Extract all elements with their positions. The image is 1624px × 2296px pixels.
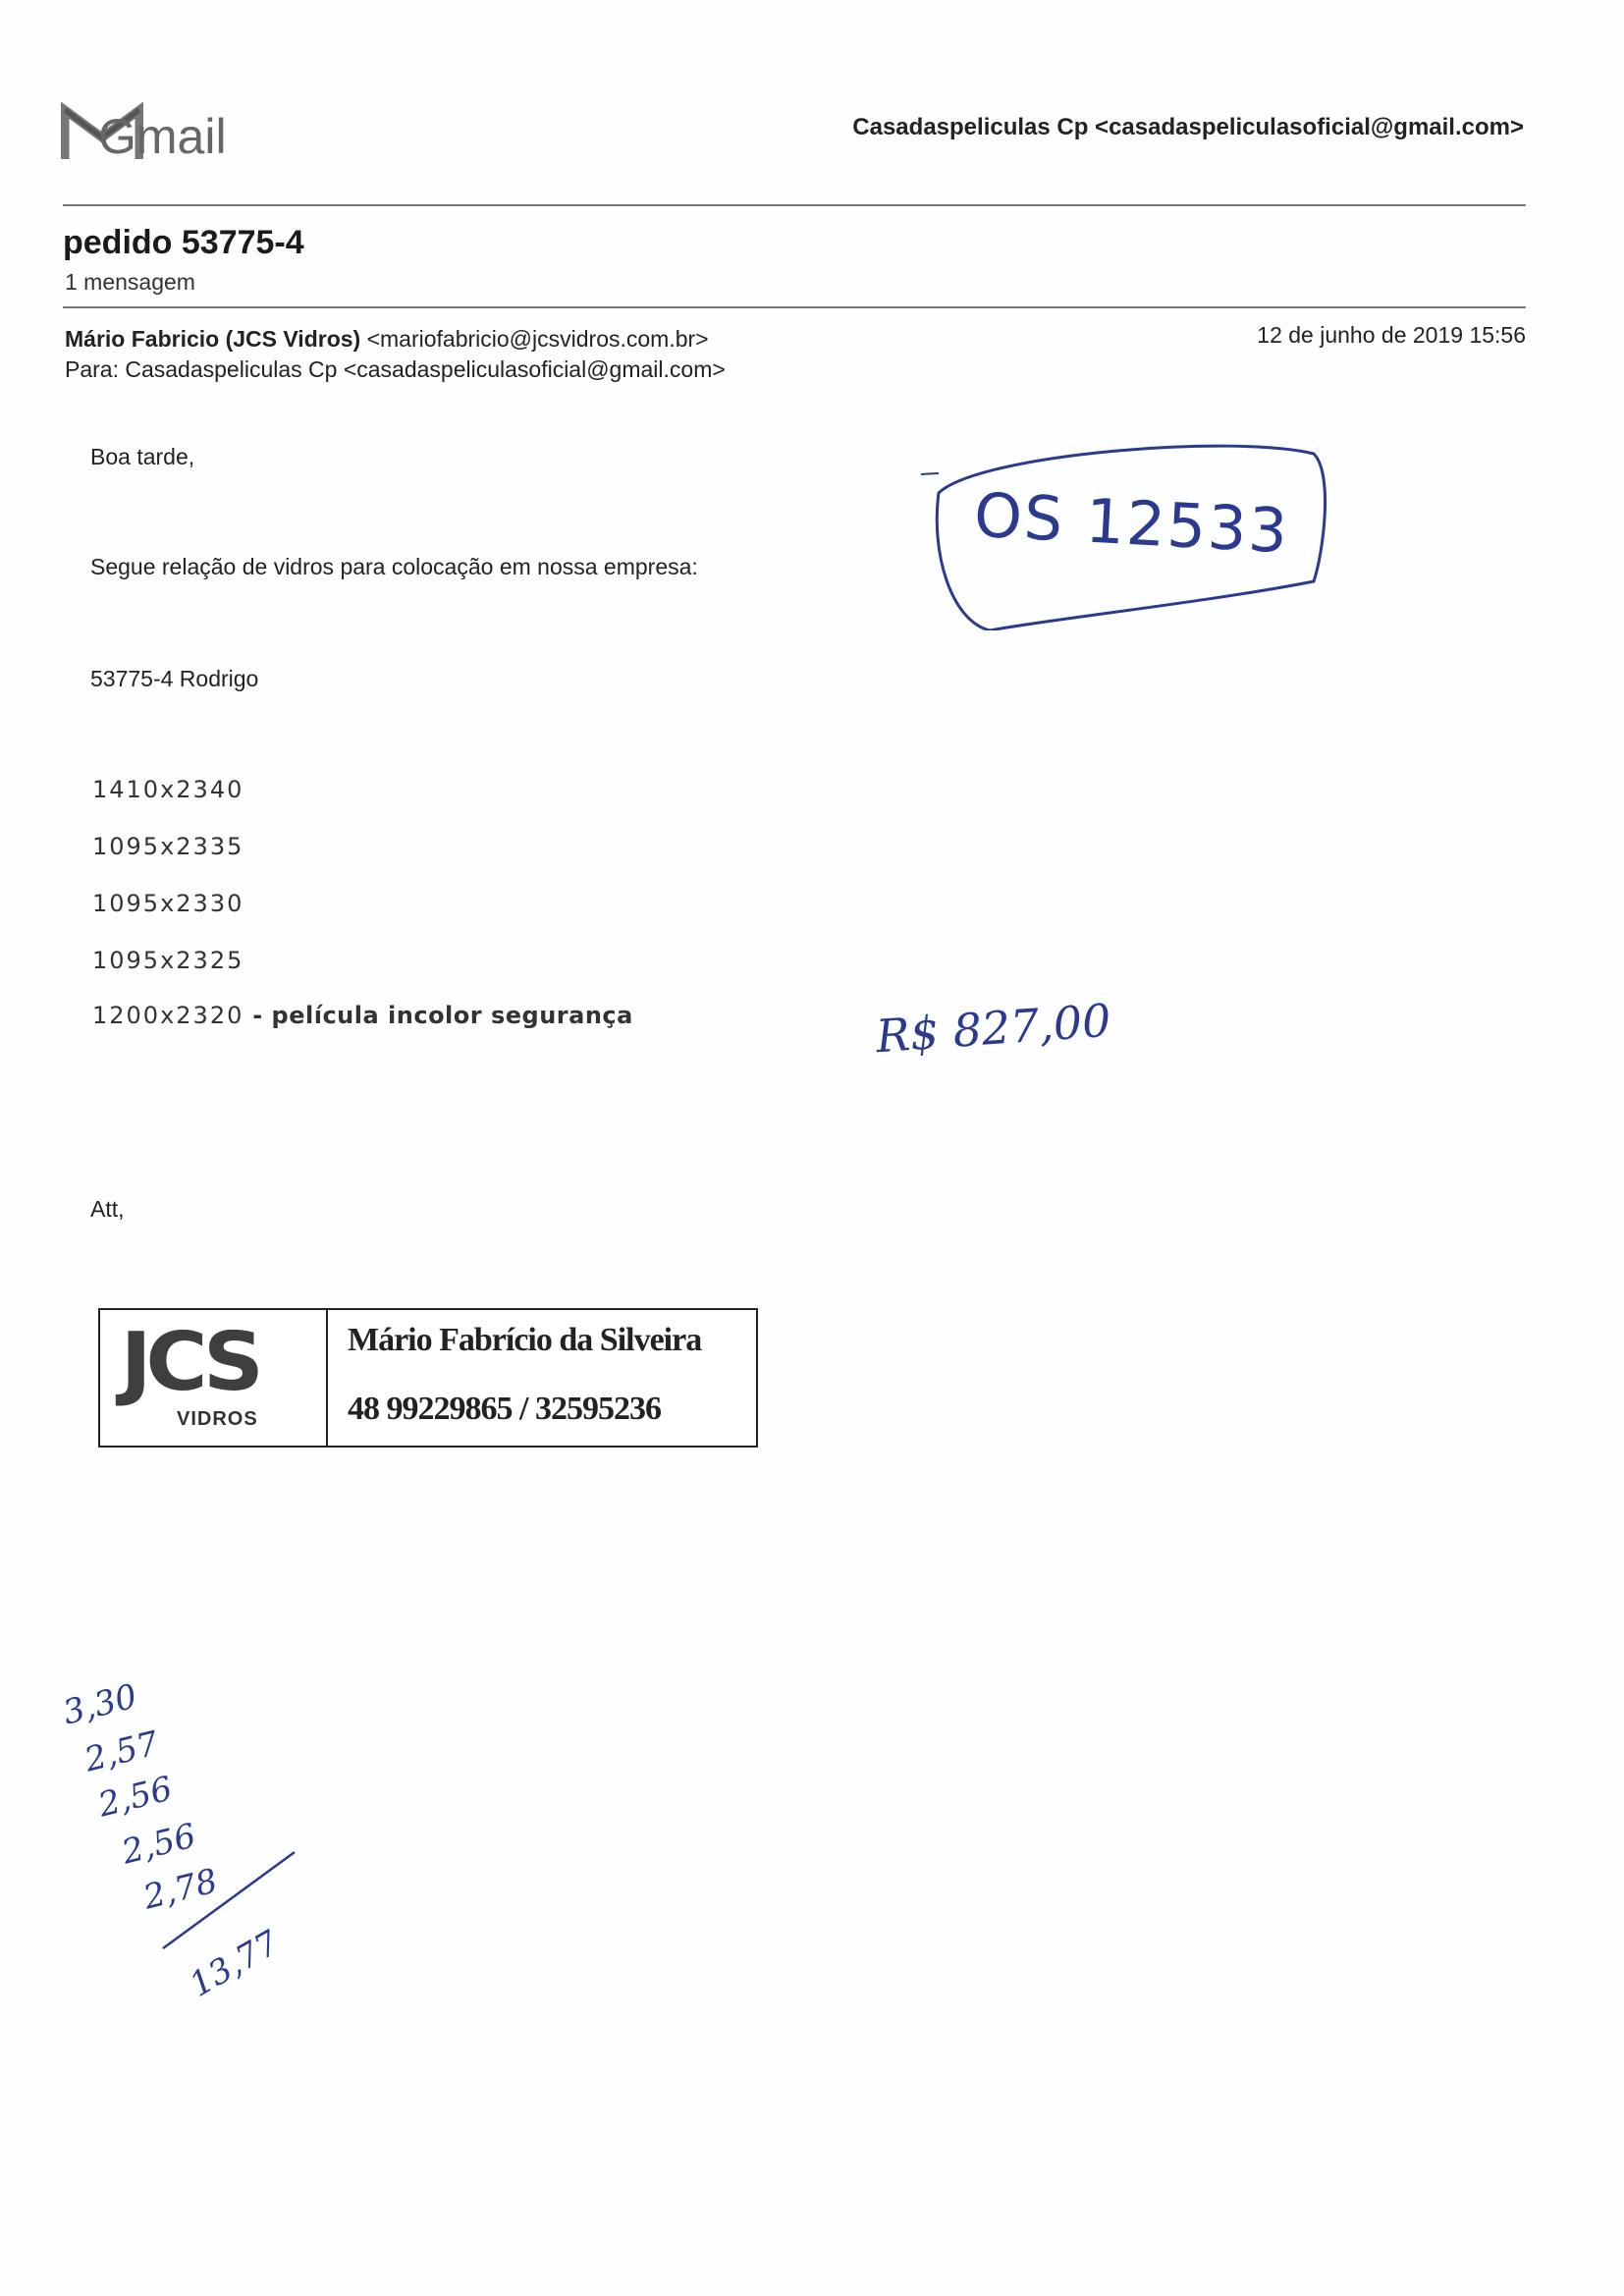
glass-item: 1095x2330	[92, 890, 244, 917]
account-email: Casadaspeliculas Cp <casadaspeliculasoficial@gmail.com>	[852, 114, 1524, 140]
header-divider	[63, 204, 1526, 206]
glass-item: 1410x2340	[92, 776, 244, 803]
subject-divider	[63, 306, 1526, 308]
gmail-wordmark: Gmail	[98, 109, 227, 164]
order-reference: 53775-4 Rodrigo	[90, 666, 259, 691]
handwritten-calc-line: 3,30	[59, 1676, 141, 1733]
closing: Att,	[90, 1196, 125, 1222]
jcs-vidros-logo	[100, 1310, 328, 1446]
glass-item: 1095x2325	[92, 947, 244, 974]
intro-text: Segue relação de vidros para colocação em nossa empresa:	[90, 554, 698, 579]
recipient-line: Para: Casadaspeliculas Cp <casadaspeliculasoficial@gmail.com>	[65, 356, 726, 382]
handwritten-os-number: OS 12533	[972, 478, 1291, 568]
email-signature	[98, 1308, 758, 1448]
message-date: 12 de junho de 2019 15:56	[1257, 322, 1526, 348]
glass-item: 1200x2320 - película incolor segurança	[92, 1002, 633, 1029]
signature-phones: 48 99229865 / 32595236	[348, 1391, 661, 1427]
sender-name: Mário Fabricio (JCS Vidros)	[65, 326, 361, 352]
handwritten-calc-line: 2,56	[118, 1816, 200, 1873]
logo-subtitle: VIDROS	[177, 1408, 258, 1430]
signature-name: Mário Fabrício da Silveira	[348, 1322, 702, 1358]
greeting: Boa tarde,	[90, 444, 195, 469]
thread-subject: pedido 53775-4	[63, 224, 304, 261]
handwritten-price: R$ 827,00	[874, 993, 1113, 1064]
message-count: 1 mensagem	[65, 269, 195, 295]
handwritten-calc-line: 2,57	[81, 1723, 163, 1780]
handwritten-calc-total: 13,77	[183, 1923, 286, 2005]
handwritten-calc-line: 2,78	[139, 1861, 222, 1918]
logo-letters: JCS	[120, 1316, 258, 1409]
glass-item: 1095x2335	[92, 833, 244, 860]
sender-email: <mariofabricio@jcsvidros.com.br>	[366, 326, 709, 352]
handwritten-calc-line: 2,56	[94, 1769, 177, 1826]
handwritten-sum-line-icon	[157, 1846, 304, 1954]
sender-line	[65, 326, 709, 353]
